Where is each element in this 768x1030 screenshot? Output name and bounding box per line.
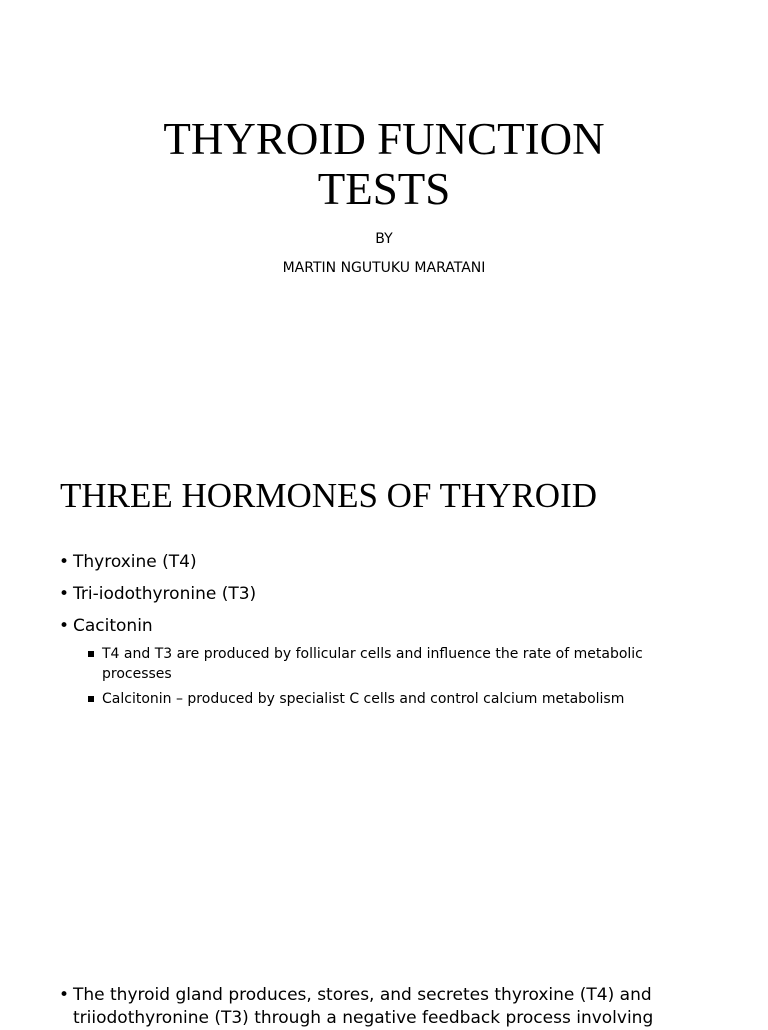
list-item: • Cacitonin: [59, 616, 153, 636]
sub-list-item: T4 and T3 are produced by follicular cells and influence the rate of metabolic processes: [88, 644, 708, 684]
author-name: MARTIN NGUTUKU MARATANI: [282, 260, 486, 276]
sub-list-item: Calcitonin – produced by specialist C cells and control calcium metabolism: [88, 689, 708, 709]
by-label: BY: [375, 231, 393, 247]
presentation-title: [0, 114, 768, 214]
list-item: • Tri-iodothyronine (T3): [59, 584, 256, 604]
title-line-1: THYROID FUNCTION: [163, 114, 605, 164]
list-item: • Thyroxine (T4): [59, 552, 197, 572]
title-line-2: TESTS: [317, 164, 451, 214]
slide-heading: THREE HORMONES OF THYROID: [60, 476, 598, 515]
list-item: • The thyroid gland produces, stores, and secretes thyroxine (T4) and triiodothyronine (T3) through a negative feedback process involving: [59, 984, 699, 1030]
